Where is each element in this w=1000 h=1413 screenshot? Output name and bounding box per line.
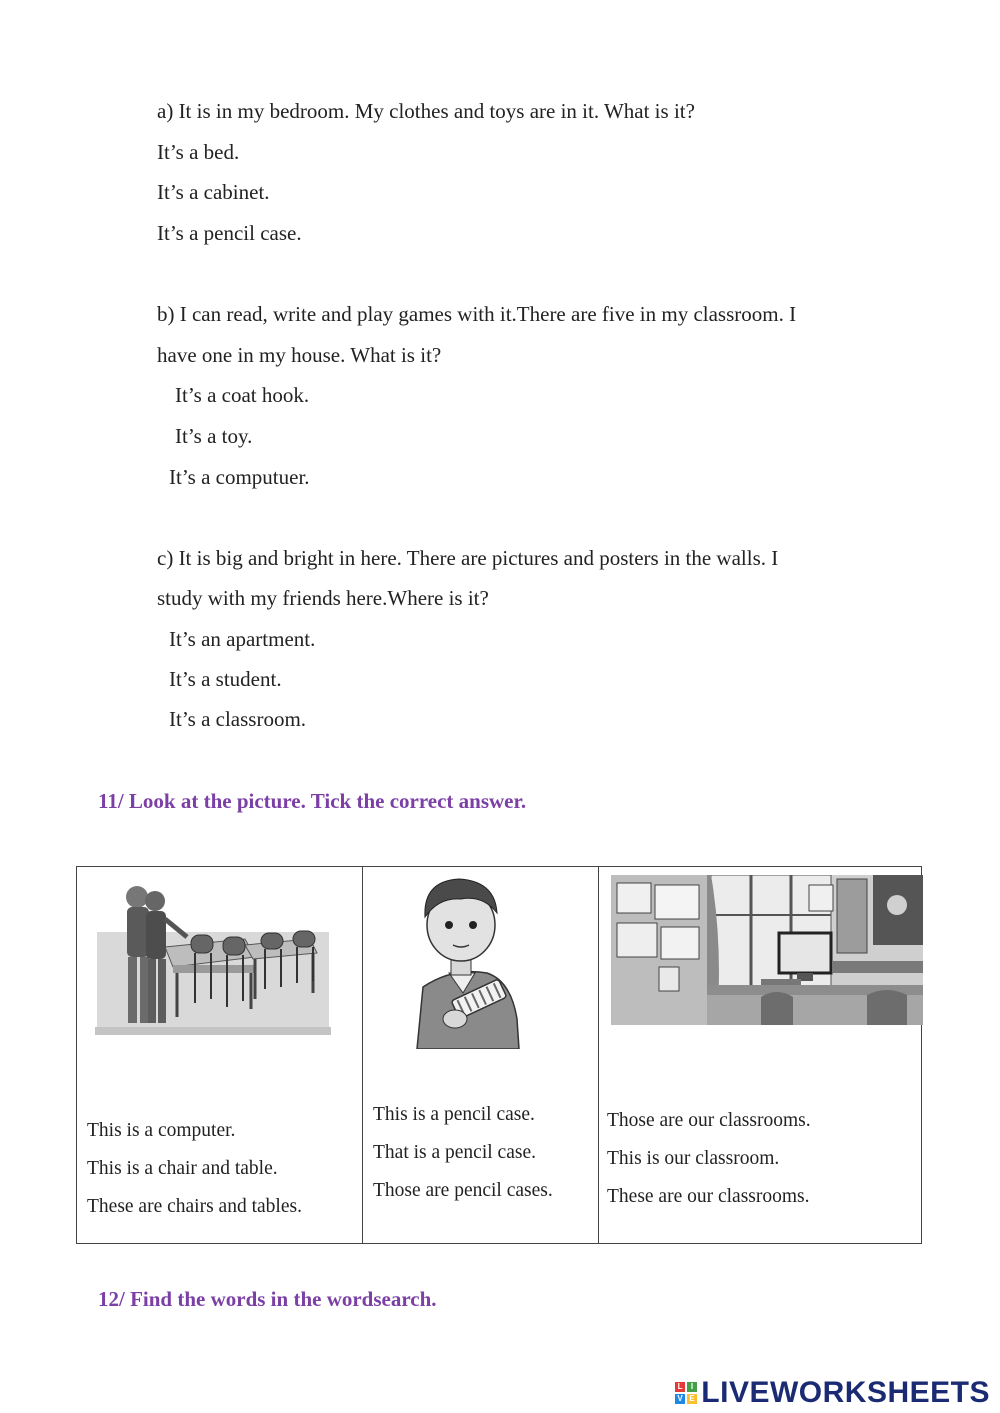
question-b-option-1[interactable]: It’s a coat hook. [175, 383, 310, 407]
question-c-option-2[interactable]: It’s a student. [169, 667, 282, 691]
question-a-prompt: a) It is in my bedroom. My clothes and toys are in it. What is it? [157, 99, 695, 123]
question-c-prompt-line-2: study with my friends here.Where is it? [157, 586, 489, 610]
cell-2-option-1[interactable]: This is a pencil case. [373, 1104, 535, 1125]
question-b-option-3[interactable]: It’s a computuer. [169, 465, 310, 489]
cell-2-option-3[interactable]: Those are pencil cases. [373, 1180, 553, 1201]
cell-2-option-2[interactable]: That is a pencil case. [373, 1142, 536, 1163]
cell-3-option-2[interactable]: This is our classroom. [607, 1148, 780, 1169]
question-a-option-3[interactable]: It’s a pencil case. [157, 221, 302, 245]
picture-cell-2 [363, 867, 599, 1244]
question-c-option-1[interactable]: It’s an apartment. [169, 627, 316, 651]
cell-1-option-3[interactable]: These are chairs and tables. [87, 1196, 302, 1217]
question-c-option-3[interactable]: It’s a classroom. [169, 707, 307, 731]
question-a-option-1[interactable]: It’s a bed. [157, 140, 240, 164]
liveworksheets-logo-icon: L I V E [675, 1382, 697, 1404]
picture-answer-table [76, 866, 922, 1244]
cell-1-option-2[interactable]: This is a chair and table. [87, 1158, 278, 1179]
boy-holding-pencil-case-illustration [403, 869, 533, 1049]
section-12-heading: 12/ Find the words in the wordsearch. [98, 1287, 437, 1311]
cell-3-option-3[interactable]: These are our classrooms. [607, 1186, 810, 1207]
question-b-option-2[interactable]: It’s a toy. [175, 424, 253, 448]
question-c-prompt-line-1: c) It is big and bright in here. There are pictures and posters in the walls. I [157, 546, 779, 570]
classroom-interior-illustration [611, 875, 923, 1025]
section-11-heading: 11/ Look at the picture. Tick the correct answer. [98, 789, 527, 813]
picture-cell-3 [599, 867, 922, 1244]
question-b-prompt-line-2: have one in my house. What is it? [157, 343, 442, 367]
cell-1-option-1[interactable]: This is a computer. [87, 1120, 236, 1141]
question-a-option-2[interactable]: It’s a cabinet. [157, 180, 270, 204]
liveworksheets-watermark[interactable] [675, 1376, 990, 1410]
watermark-text: LIVEWORKSHEETS [701, 1376, 990, 1409]
question-b-prompt-line-1: b) I can read, write and play games with it.There are five in my classroom. I [157, 302, 797, 326]
picture-cell-1 [77, 867, 363, 1244]
cell-3-option-1[interactable]: Those are our classrooms. [607, 1110, 811, 1131]
children-at-desks-illustration [95, 877, 335, 1037]
